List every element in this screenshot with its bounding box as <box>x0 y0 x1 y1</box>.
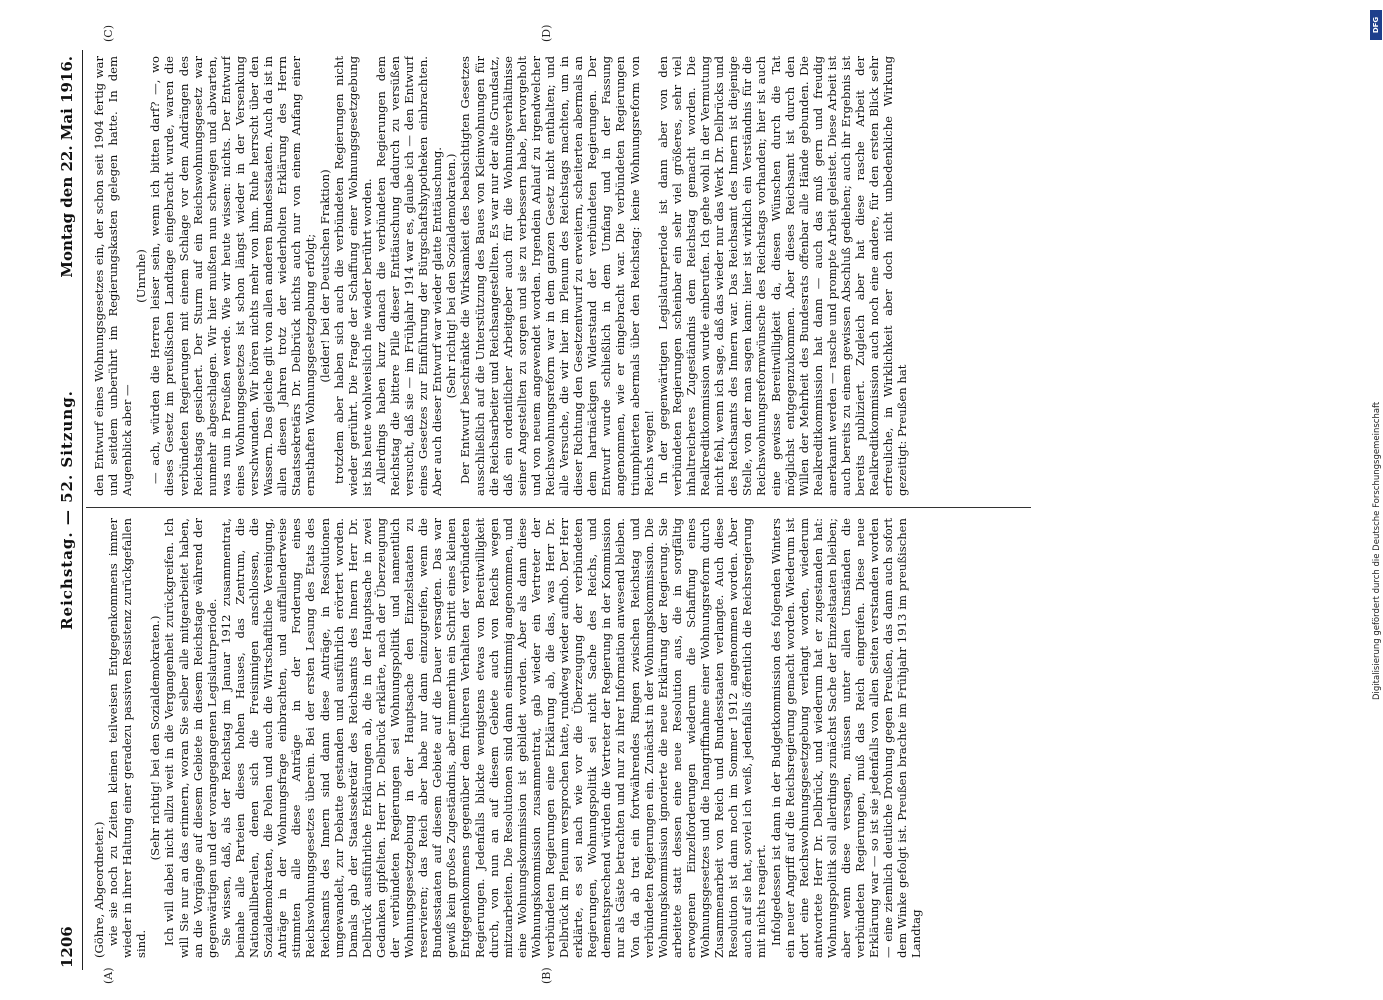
speaker-line: den Entwurf eines Wohnungsgesetzes ein, der schon seit 1904 fertig war und seitdem unberührt im Regierungskasten gelegen hatte. In dem Augenblick aber — <box>92 56 135 496</box>
column-divider <box>86 507 1031 508</box>
paragraph: Infolgedessen ist dann in der Budgetkommission des folgenden Winters ein neuer Angriff auf die Reichsregierung gemacht worden. Wiederum ist dort eine Reichswohnungsgesetzgebung verlangt worden, wiederum antwortete Herr Dr. Delbrück, und wiederum hat er zugestanden hat: Wohnungspolitik soll allerdings zunächst Sache der Einzelstaaten bleiben; aber wenn diese versagen, müssen unter allen Umständen die verbündeten Regierungen, muß das Reich eingreifen. Diese neue Erklärung war — so ist sie jedenfalls von allen Seiten verstanden worden — eine ziemlich deutliche Drohung gegen Preußen, das dann auch sofort dem Winke gefolgt ist. Preußen brachte im Frühjahr 1913 im preußischen Landtag <box>768 518 924 958</box>
paragraph: Ich will dabei nicht allzu weit in die Vergangenheit zurückgreifen. Ich will Sie nur an das erinnern, woran Sie selber alle mitgearbeitet haben, an die Vorgänge auf diesem Gebiete in diesem Reichstage während der gegenwärtigen und der vorangegangenen Legislaturperiode. <box>162 518 219 958</box>
margin-marker-d: (D) <box>540 24 553 42</box>
paragraph: Der Entwurf beschränkte die Wirksamkeit des beabsichtigten Gesetzes ausschließlich auf die Unterstützung des Baues von Kleinwohnungen für die Reichsarbeiter und Reichsangestellten. Es war nur der alte Grundsatz, daß ein ordentlicher Arbeitgeber auch für die Wohnungsverhältnisse seiner Angestellten zu sorgen und sie zu verbessern habe, hervorgeholt und von neuem angewendet worden. Irgendein Anlauf zu irgendwelcher Reichswohnungsreform war in dem ganzen Gesetz nicht enthalten; und alle Versuche, die wir hier im Plenum des Reichstags machten, um in dieser Richtung den Gesetzentwurf zu erweitern, scheiterten abermals an dem hartnäckigen Widerstand der verbündeten Regierungen. Der Entwurf wurde schließlich in dem Umfang und in der Fassung angenommen, wie er eingebracht war. Die verbündeten Regierungen triumphierten abermals über den Reichstag: keine Wohnungsreform von Reichs wegen! <box>458 56 656 496</box>
digitization-credit: Digitalisierung gefördert durch die Deutsche Forschungsgemeinschaft <box>1372 401 1382 700</box>
speaker-line: (Göhre, Abgeordneter.) <box>92 821 106 958</box>
paragraph: wie sie noch zu Zeiten kleinen teilweisen Entgegenkommens immer wieder in ihrer Haltung einer geradezu passiven Resistenz zurückgefallen sind. <box>106 518 149 958</box>
page-number: 1206 <box>58 926 76 968</box>
paragraph: In der gegenwärtigen Legislaturperiode ist dann aber von den verbündeten Regierungen scheinbar ein sehr viel größeres, sehr viel inhaltreicheres Zugeständnis dem Reichstag gemacht worden. Die Realkreditkommission wurde einberufen. Ich gehe wohl in der Vermutung nicht fehl, wenn ich sage, daß das wieder nur das Werk Dr. Delbrücks und des Reichsamts des Innern war. Das Reichsamt des Innern ist diejenige Stelle, von der man sagen kann: hier ist wirklich ein Verständnis für die Reichswohnungsreformwünsche des Reichstags vorhanden; hier ist auch eine gewisse Bereitwilligkeit da, diesen Wünschen durch die Tat möglichst entgegenzukommen. Aber dieses Reichsamt ist durch den Willen der Mehrheit des Bundesrats offenbar alle Hände gebunden. Die Realkreditkommission hat dann — auch das muß gern und freudig anerkannt werden — rasche und prompte Arbeit geleistet. Diese Arbeit ist auch bereits zu einem gewissen Abschluß gediehen; auch ihr Ergebnis ist bereits publiziert. Zugleich aber hat diese rasche Arbeit der Realkreditkommission auch noch eine andere, für den ersten Blick sehr erfreuliche, in Wirklichkeit aber doch nicht unbedenkliche Wirkung gezeitigt: Preußen hat <box>655 56 910 496</box>
interjection: (leider! bei der Deutschen Fraktion) <box>317 169 332 383</box>
dfg-logo: DFG <box>1370 10 1382 40</box>
margin-marker-c: (C) <box>102 25 115 42</box>
interjection: (Sehr richtig! bei den Sozialdemokraten.) <box>148 615 163 861</box>
session-date: Montag den 22. Mai 1916. <box>58 56 76 278</box>
session-title: Reichstag. — 52. Sitzung. <box>58 390 76 630</box>
margin-marker-a: (A) <box>102 967 115 984</box>
paragraph: trotzdem aber haben sich auch die verbündeten Regierungen nicht wieder gerührt. Die Frage der Schaffung einer Wohnungsgesetzgebung ist bis heute wohlweislich nie wieder berührt worden. <box>331 56 374 496</box>
margin-marker-b: (B) <box>540 967 553 984</box>
interjection: (Sehr richtig! bei den Sozialdemokraten.) <box>444 153 459 399</box>
interjection: (Unruhe) <box>134 249 149 303</box>
page-header <box>54 50 83 970</box>
left-text-column <box>92 518 1032 958</box>
paragraph: — ach, würden die Herren leiser sein, wenn ich bitten darf? —, wo dieses Gesetz im preußischen Landtage eingebracht wurde, waren die verbündeten Regierungen mit einem Schlage vor dem Andrängen des Reichstags gesichert. Der Sturm auf ein Reichswohnungsgesetz war nunmehr abgeschlagen. Wir hier mußten nun schweigen und abwarten, was nun in Preußen werde. Wie wir heute wissen: nichts. Der Entwurf eines Wohnungsgesetzes ist schon längst wieder in der Versenkung verschwunden. Wir hören nichts mehr von ihm. Ruhe herrscht über den Wassern. Das gleiche gilt von allen anderen Bundesstaaten. Auch da ist in allen diesen Jahren trotz der wiederholten Erklärung des Herrn Staatssekretärs Dr. Delbrück nichts auch nur von einem Anfang einer ernsthaften Wohnungsgesetzgebung erfolgt; <box>148 56 318 496</box>
paragraph: Allerdings haben kurz danach die verbündeten Regierungen dem Reichstag die bittere Pille dieser Enttäuschung dadurch zu versüßen versucht, daß sie — im Frühjahr 1914 war es, glaube ich — den Entwurf eines Gesetzes zur Einführung der Bürgschaftshypotheken einbrachten. Aber auch dieser Entwurf war wieder glatte Enttäuschung. <box>373 56 445 496</box>
right-text-column <box>92 56 1032 496</box>
rotated-page <box>54 24 1064 984</box>
paragraph: Sie wissen, daß, als der Reichstag im Januar 1912 zusammentrat, beinahe alle Parteien dieses hohen Hauses, das Zentrum, die Nationalliberalen, denen sich die Freisinnigen anschlossen, die Sozialdemokraten, die Polen und auch die Wirtschaftliche Vereinigung, Anträge in der Wohnungsfrage einbrachten, und auffallenderweise stimmten alle diese Anträge in der Forderung eines Reichswohnungsgesetzes überein. Bei der ersten Lesung des Etats des Reichsamts des Innern sind dann diese Anträge, in Resolutionen umgewandelt, zur Debatte gestanden und ausführlich erörtert worden. Damals gab der Staatssekretär des Reichsamts des Innern Herr Dr. Delbrück ausführliche Erklärungen ab, die in der Hauptsache in zwei Gedanken gipfelten. Herr Dr. Delbrück erklärte, nach der Überzeugung der verbündeten Regierungen sei Wohnungspolitik und namentlich Wohnungsgesetzgebung in der Hauptsache den Einzelstaaten zu reservieren; das Reich aber habe nur dann einzugreifen, wenn die Bundesstaaten auf diesem Gebiete auf die Dauer versagten. Das war gewiß kein großes Zugeständnis, aber immerhin ein Schritt eines kleinen Entgegenkommens gegenüber dem früheren Verhalten der verbündeten Regierungen. Jedenfalls blickte wenigstens etwas von Bereitwilligkeit durch, von nun an auf diesem Gebiete auch von Reichs wegen mitzuarbeiten. Die Resolutionen sind dann einstimmig angenommen, und eine Wohnungskommission ist gebildet worden. Aber als dann diese Wohnungskommission zusammentrat, gab wieder ein Vertreter der verbündeten Regierungen eine Erklärung ab, die das, was Herr Dr. Delbrück im Plenum versprochen hatte, rundweg wieder aufhob. Der Herr erklärte, es sei nach wie vor die Überzeugung der verbündeten Regierungen, Wohnungspolitik sei nicht Sache des Reichs, und dementsprechend würden die Vertreter der Regierung in der Kommission nur als Gäste betrachten und nur zu ihrer Information anwesend bleiben. Von da ab trat ein fortwährendes Ringen zwischen Reichstag und verbündeten Regierungen ein. Zunächst in der Wohnungskommission. Die Wohnungskommission ignorierte die neue Erklärung der Regierung. Sie arbeitete statt dessen eine neue Resolution aus, die in sorgfältig erwogenen Einzelforderungen wiederum die Schaffung eines Wohnungsgesetzes und die Inangriffnahme einer Wohnungsreform durch Zusammenarbeit von Reich und Bundesstaaten verlangte. Auch diese Resolution ist dann noch im Sommer 1912 angenommen worden. Aber auch auf sie hat, soviel ich weiß, jedenfalls öffentlich die Reichsregierung mit nichts reagiert. <box>218 518 769 958</box>
